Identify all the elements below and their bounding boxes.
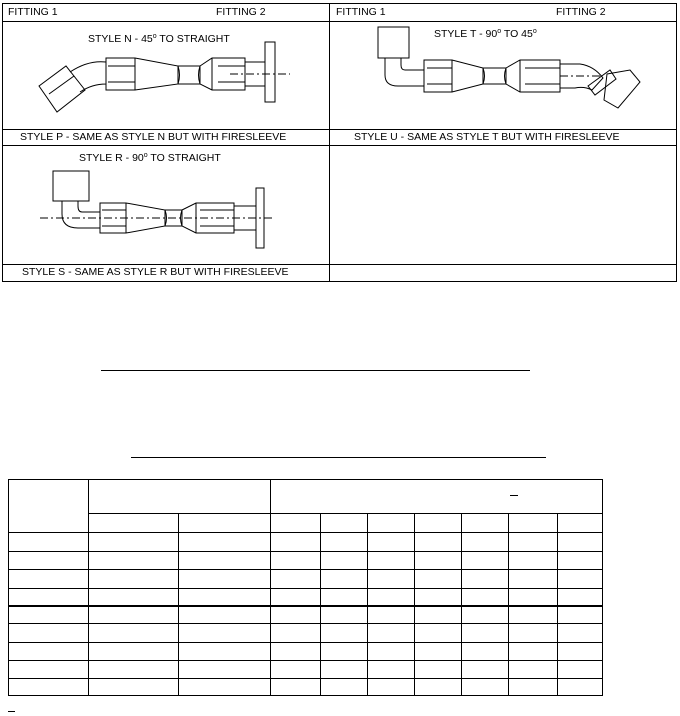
title-rule-2 — [131, 457, 546, 458]
header-fitting1-right: FITTING 1 — [336, 6, 386, 18]
style-p-caption: STYLE P - SAME AS STYLE N BUT WITH FIRESLEEVE — [20, 131, 287, 143]
style-u-caption: STYLE U - SAME AS STYLE T BUT WITH FIRESLEEVE — [354, 131, 620, 143]
style-t-drawing — [378, 27, 640, 108]
title-rule-1 — [101, 370, 530, 371]
footnote-mark — [8, 711, 15, 712]
data-table — [0, 470, 680, 710]
style-r-title: STYLE R - 90$^o$ TO STRAIGHT — [79, 152, 221, 164]
style-r-drawing — [40, 171, 272, 248]
header-fitting2-left: FITTING 2 — [216, 6, 266, 18]
header-fitting2-right: FITTING 2 — [556, 6, 606, 18]
style-n-drawing — [39, 42, 290, 112]
style-t-title: STYLE T - 90$^o$ TO 45$^o$ — [434, 28, 537, 40]
style-s-caption: STYLE S - SAME AS STYLE R BUT WITH FIRESLEEVE — [22, 266, 289, 278]
style-n-title: STYLE N - 45$^o$ TO STRAIGHT — [88, 33, 230, 45]
header-fitting1-left: FITTING 1 — [8, 6, 58, 18]
